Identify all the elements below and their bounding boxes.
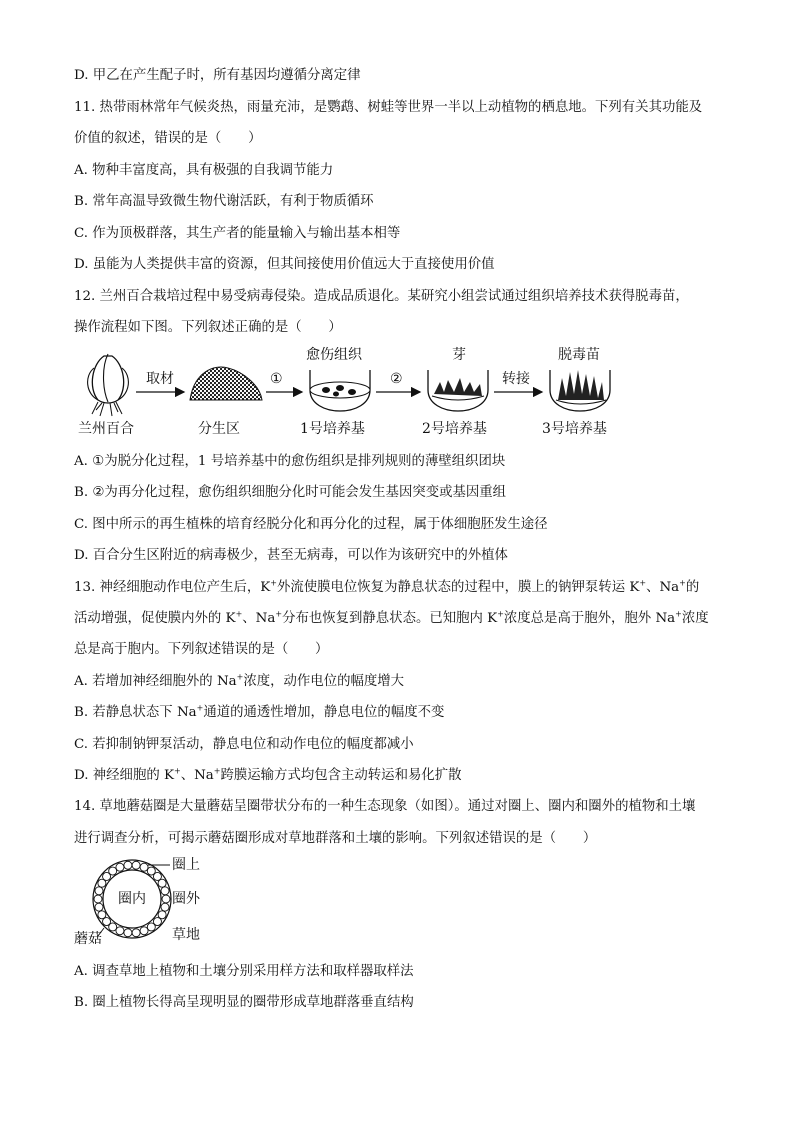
q14-stem-line1: 14. 草地蘑菇圈是大量蘑菇呈圈带状分布的一种生态现象（如图）。通过对圈上、圈内和圈外的植物和土壤 <box>74 799 696 814</box>
mushroom-dot <box>95 887 103 895</box>
q11-option-d: D. 虽能为人类提供丰富的资源，但其间接使用价值远大于直接使用价值 <box>74 257 495 272</box>
q12-option-a: A. ①为脱分化过程，1 号培养基中的愈伤组织是排列规则的薄壁组织团块 <box>74 454 506 469</box>
q14-option-b: B. 圈上植物长得高呈现明显的圈带形成草地群落垂直结构 <box>74 995 414 1010</box>
mushroom-dot <box>124 929 132 937</box>
label-bud: 芽 <box>452 347 466 363</box>
label-seedling: 脱毒苗 <box>558 347 600 363</box>
mushroom-dot <box>140 863 148 871</box>
label-medium3: 3号培养基 <box>542 421 607 437</box>
q13-option-b: B. 若静息状态下 Na+通道的通透性增加，静息电位的幅度不变 <box>74 703 445 720</box>
q13-option-a: A. 若增加神经细胞外的 Na+浓度，动作电位的幅度增大 <box>74 672 405 689</box>
q12-option-c: C. 图中所示的再生植株的培育经脱分化和再分化的过程，属于体细胞胚发生途径 <box>74 517 548 532</box>
q13-option-d: D. 神经细胞的 K+、Na+跨膜运输方式均包含主动转运和易化扩散 <box>74 766 462 783</box>
tissue-culture-flow-diagram <box>74 342 644 442</box>
mushroom-ring-diagram <box>74 852 224 950</box>
label-outside: 圈外 <box>172 891 200 907</box>
q13-option-c: C. 若抑制钠钾泵活动，静息电位和动作电位的幅度都减小 <box>74 737 414 752</box>
mushroom-dot <box>94 895 102 903</box>
label-transfer: 转接 <box>502 371 530 387</box>
mushroom-dot <box>95 903 103 911</box>
label-on-ring: 圈上 <box>172 857 200 873</box>
q11-stem-line1: 11. 热带雨林常年气候炎热，雨量充沛，是鹦鹉、树蛙等世界一半以上动植物的栖息地。下列有关其功能及 <box>74 100 703 115</box>
mushroom-dot <box>132 861 140 869</box>
mushroom-dot <box>109 867 117 875</box>
culture-dish-2-icon <box>428 370 488 411</box>
mushroom-dot <box>161 903 169 911</box>
mushroom-dot <box>161 887 169 895</box>
label-lily: 兰州百合 <box>78 421 134 437</box>
label-mushroom: 蘑菇 <box>74 931 102 947</box>
mushroom-dot <box>140 927 148 935</box>
culture-dish-3-icon <box>550 370 610 411</box>
mushroom-dot <box>147 923 155 931</box>
mushroom-dot <box>116 927 124 935</box>
label-medium1: 1号培养基 <box>300 421 365 437</box>
q11-option-c: C. 作为顶极群落，其生产者的能量输入与输出基本相等 <box>74 226 401 241</box>
q10-option-d: D. 甲乙在产生配子时，所有基因均遵循分离定律 <box>74 68 361 83</box>
mushroom-dot <box>98 911 106 919</box>
label-take-material: 取材 <box>146 371 174 387</box>
q12-stem-line2: 操作流程如下图。下列叙述正确的是（ ） <box>74 320 342 335</box>
label-meristem: 分生区 <box>198 421 240 437</box>
meristem-icon <box>190 367 262 400</box>
mushroom-dot <box>162 895 170 903</box>
q11-option-b: B. 常年高温导致微生物代谢活跃，有利于物质循环 <box>74 194 374 209</box>
mushroom-dot <box>132 929 140 937</box>
q14-stem-line2: 进行调查分析，可揭示蘑菇圈形成对草地群落和土壤的影响。下列叙述错误的是（ ） <box>74 831 597 846</box>
q13-stem-line1: 13. 神经细胞动作电位产生后，K+外流使膜电位恢复为静息状态的过程中，膜上的钠钾泵转运 K+、Na+的 <box>74 578 700 595</box>
label-medium2: 2号培养基 <box>422 421 487 437</box>
q12-stem-line1: 12. 兰州百合栽培过程中易受病毒侵染。造成品质退化。某研究小组尝试通过组织培养技术获得脱毒苗， <box>74 289 689 304</box>
q11-option-a: A. 物种丰富度高，具有极强的自我调节能力 <box>74 163 334 178</box>
label-callus: 愈伤组织 <box>306 347 362 363</box>
q13-stem-line2: 活动增强，促使膜内外的 K+、Na+分布也恢复到静息状态。已知胞内 K+浓度总是高于胞外，胞外 Na+浓度 <box>74 609 709 626</box>
q12-option-d: D. 百合分生区附近的病毒极少，甚至无病毒，可以作为该研究中的外植体 <box>74 548 508 563</box>
label-step2: ② <box>390 371 403 387</box>
mushroom-dot <box>124 861 132 869</box>
q14-option-a: A. 调查草地上植物和土壤分别采用样方法和取样器取样法 <box>74 964 414 979</box>
q12-option-b: B. ②为再分化过程，愈伤组织细胞分化时可能会发生基因突变或基因重组 <box>74 485 507 500</box>
label-step1: ① <box>270 371 283 387</box>
mushroom-dot <box>116 863 124 871</box>
q13-stem-line3: 总是高于胞内。下列叙述错误的是（ ） <box>74 642 329 657</box>
culture-dish-1-icon <box>310 370 370 411</box>
mushroom-dot <box>158 879 166 887</box>
label-inside: 圈内 <box>118 891 146 907</box>
label-grassland: 草地 <box>172 927 200 943</box>
lily-bulb-icon <box>88 354 129 416</box>
q11-stem-line2: 价值的叙述，错误的是（ ） <box>74 131 262 146</box>
